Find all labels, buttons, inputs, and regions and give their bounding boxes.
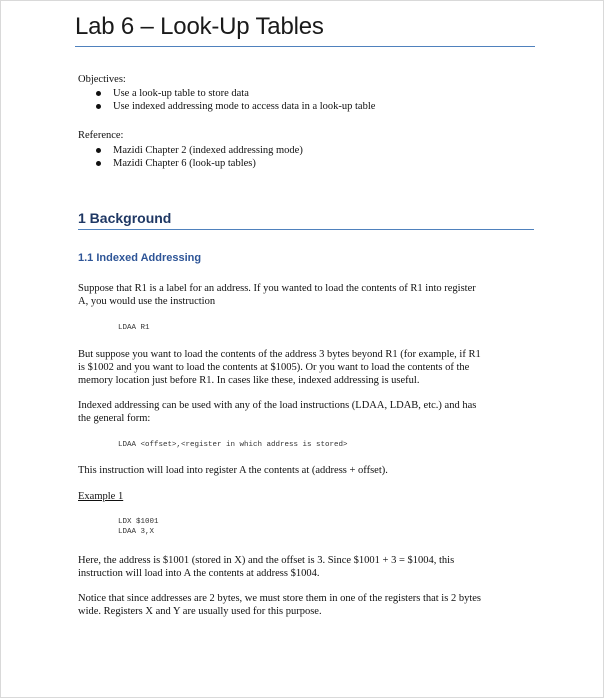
reference-label: Reference: <box>78 130 124 141</box>
code-block-2: LDAA <offset>,<register in which address is stored> <box>118 441 348 449</box>
section-divider <box>78 229 534 230</box>
objectives-list <box>96 87 375 113</box>
code-block-3: LDX $1001 LDAA 3,X <box>118 518 159 536</box>
bullet-icon <box>96 91 101 96</box>
objectives-label: Objectives: <box>78 74 126 85</box>
subsection-heading: 1.1 Indexed Addressing <box>78 252 202 264</box>
reference-list <box>96 144 303 170</box>
bullet-icon <box>96 104 101 109</box>
example-label: Example 1 <box>78 491 124 502</box>
paragraph-1: Suppose that R1 is a label for an address. If you wanted to load the contents of R1 into register A, you would use the instruction <box>78 283 476 307</box>
section-heading: 1 Background <box>78 210 172 226</box>
code-block-1: LDAA R1 <box>118 324 150 332</box>
list-item: Mazidi Chapter 2 (indexed addressing mode) <box>96 144 303 157</box>
paragraph-2: But suppose you want to load the contents of the address 3 bytes beyond R1 (for example, if R1 is $1002 and you want to load the contents at $1005). Or you want to load the contents of the memory location just before R1. In cases like these, indexed addressing is useful. <box>78 349 481 386</box>
title-divider <box>75 46 535 47</box>
paragraph-4: This instruction will load into register A the contents at (address + offset). <box>78 465 388 476</box>
paragraph-6: Notice that since addresses are 2 bytes, we must store them in one of the registers that is 2 bytes wide. Registers X and Y are usually used for this purpose. <box>78 593 481 617</box>
paragraph-5: Here, the address is $1001 (stored in X) and the offset is 3. Since $1001 + 3 = $1004, this instruction will load into A the contents at address $1004. <box>78 555 455 579</box>
bullet-icon <box>96 148 101 153</box>
bullet-icon <box>96 161 101 166</box>
list-item: Use indexed addressing mode to access data in a look-up table <box>96 100 375 113</box>
paragraph-3: Indexed addressing can be used with any of the load instructions (LDAA, LDAB, etc.) and has the general form: <box>78 400 477 424</box>
list-item: Use a look-up table to store data <box>96 87 375 100</box>
list-item: Mazidi Chapter 6 (look-up tables) <box>96 157 303 170</box>
page-title: Lab 6 – Look-Up Tables <box>75 13 324 40</box>
